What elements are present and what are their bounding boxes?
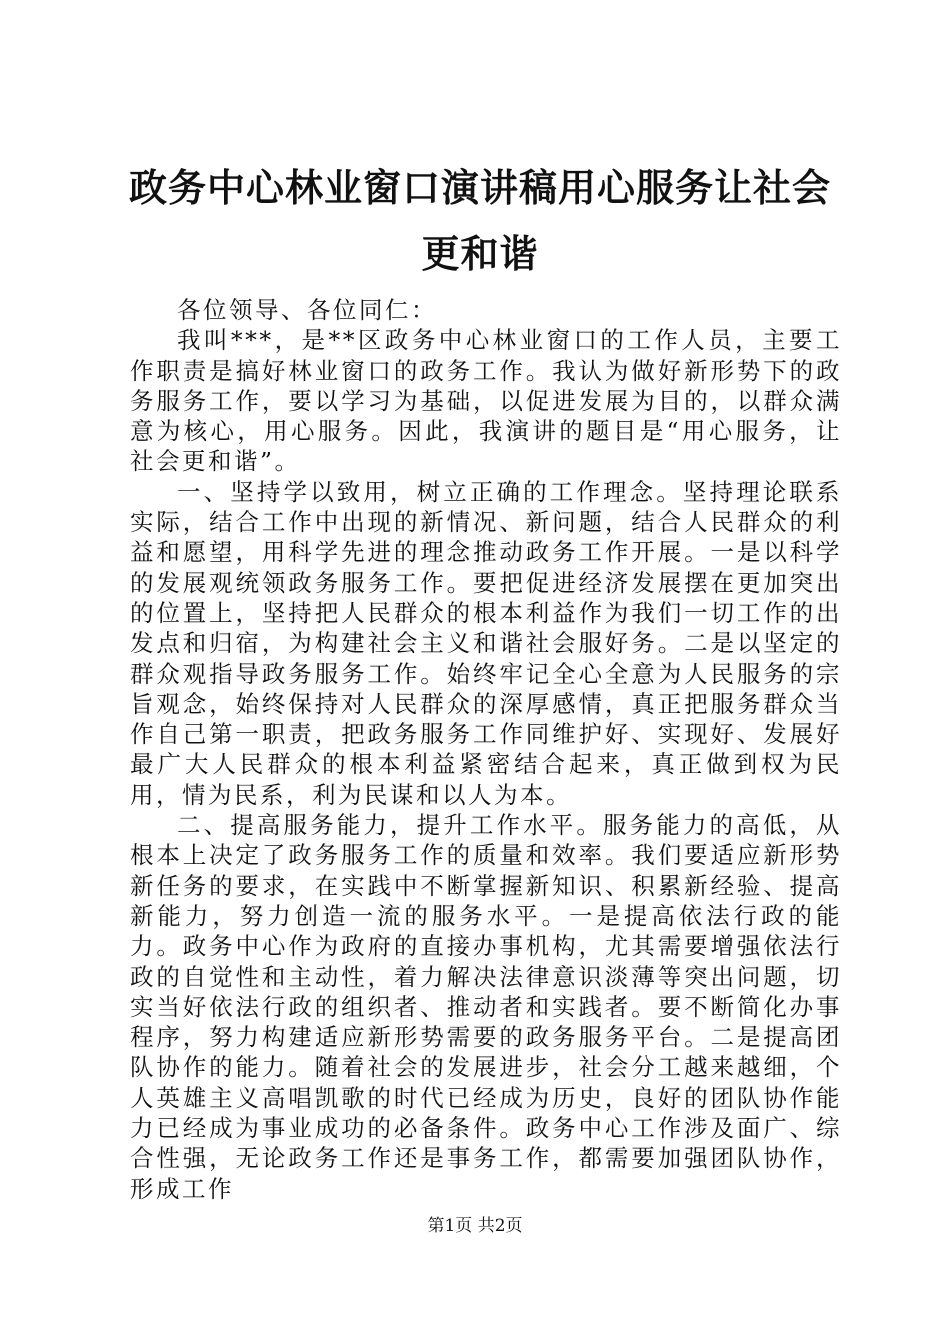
page-number-footer: 第1页 共2页	[427, 1216, 523, 1236]
document-title: 政务中心林业窗口演讲稿用心服务让社会更和谐	[128, 165, 831, 276]
salutation: 各位领导、各位同仁：	[177, 296, 437, 324]
paragraph-section-one: 一、坚持学以致用，树立正确的工作理念。坚持理论联系实际，结合工作中出现的新情况、新问题，结合人民群众的利益和愿望，用科学先进的理念推动政务工作开展。一是以科学的发展观统领政务服务工作。要把促进经济发展摆在更加突出的位置上，坚持把人民群众的根本利益作为我们一切工作的出发点和归宿，为构建社会主义和谐社会服好务。二是以坚定的群众观指导政务服务工作。始终牢记全心全意为人民服务的宗旨观念，始终保持对人民群众的深厚感情，真正把服务群众当作自己第一职责，把政务服务工作同维护好、实现好、发展好最广大人民群众的根本利益紧密结合起来，真正做到权为民用，情为民系，利为民谋和以人为本。	[130, 477, 842, 809]
document-body	[130, 295, 842, 1204]
paragraph-intro: 我叫***，是**区政务中心林业窗口的工作人员，主要工作职责是搞好林业窗口的政务工作。我认为做好新形势下的政务服务工作，要以学习为基础，以促进发展为目的，以群众满意为核心，用心服务。因此，我演讲的题目是“用心服务，让社会更和谐”。	[130, 326, 842, 476]
paragraph-section-two: 二、提高服务能力，提升工作水平。服务能力的高低，从根本上决定了政务服务工作的质量和效率。我们要适应新形势新任务的要求，在实践中不断掌握新知识、积累新经验、提高新能力，努力创造一流的服务水平。一是提高依法行政的能力。政务中心作为政府的直接办事机构，尤其需要增强依法行政的自觉性和主动性，着力解决法律意识淡薄等突出问题，切实当好依法行政的组织者、推动者和实践者。要不断简化办事程序，努力构建适应新形势需要的政务服务平台。二是提高团队协作的能力。随着社会的发展进步，社会分工越来越细，个人英雄主义高唱凯歌的时代已经成为历史，良好的团队协作能力已经成为事业成功的必备条件。政务中心工作涉及面广、综合性强，无论政务工作还是事务工作，都需要加强团队协作，形成工作	[130, 811, 842, 1203]
